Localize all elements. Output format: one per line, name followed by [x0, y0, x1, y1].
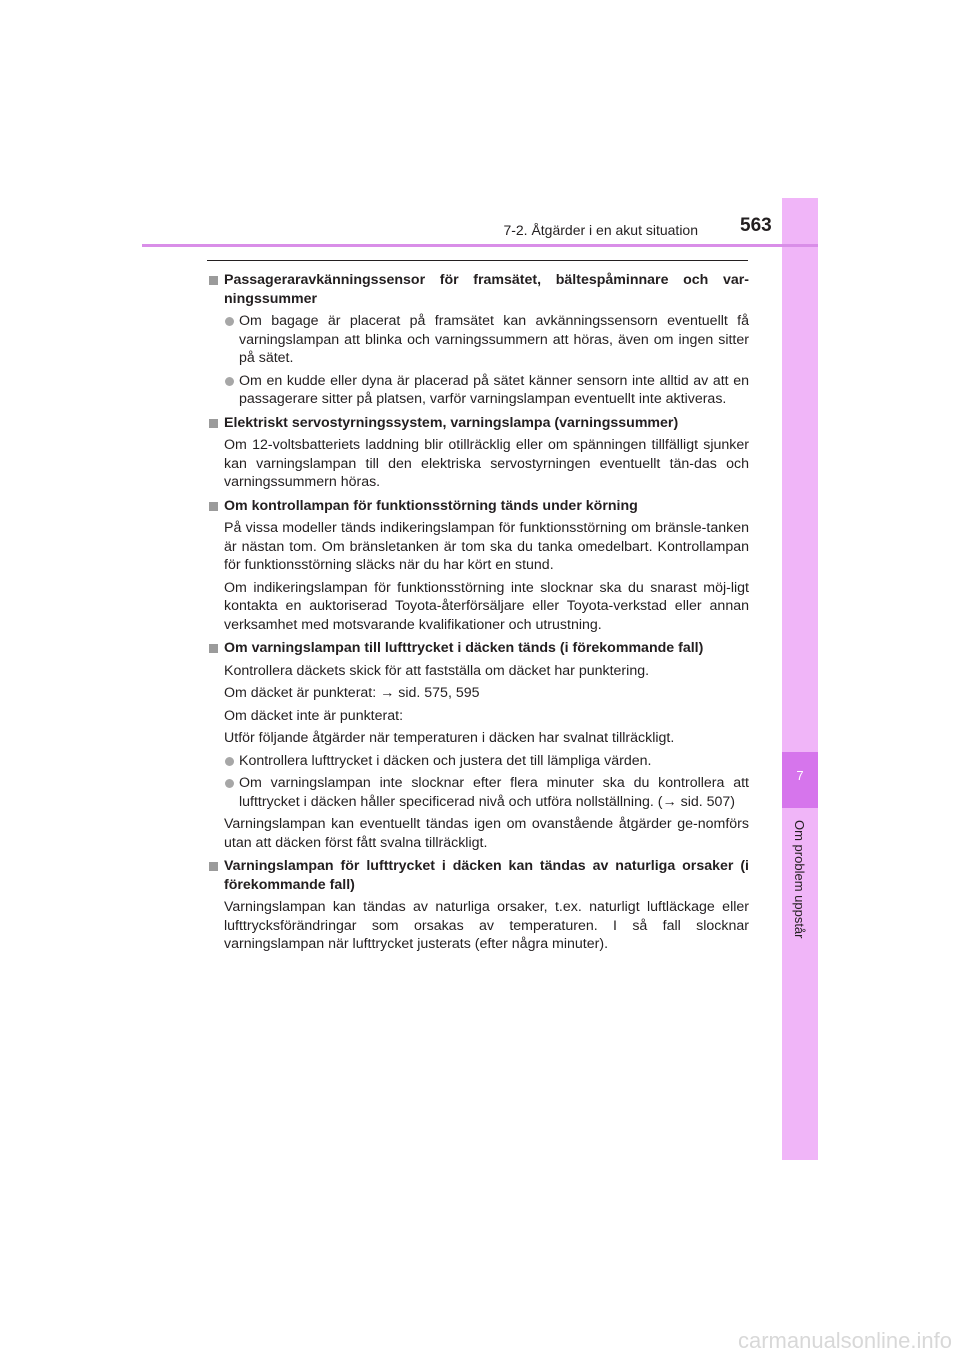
- watermark: carmanualsonline.info: [737, 1328, 952, 1353]
- content-top-rule: [207, 260, 748, 261]
- section-heading: Varningslampan för lufttrycket i däcken kan tändas av naturliga orsaker (i förekommande fall): [209, 857, 749, 894]
- paragraph: Om däcket är punkterat: → sid. 575, 595: [224, 685, 480, 701]
- section-heading: Passageraravkänningssensor för framsätet, bältespåminnare och var-ningssummer: [209, 271, 749, 308]
- square-bullet-icon: [209, 276, 218, 285]
- header-rule: [142, 244, 818, 247]
- paragraph: Om däcket inte är punkterat:: [224, 707, 404, 724]
- bullet-item: Om bagage är placerat på framsätet kan avkänningssensorn eventuellt få varningslampan att blinka och varningssummern att höras, även om ingen sitter på sätet.: [209, 312, 749, 368]
- section-heading: Om varningslampan till lufttrycket i däcken tänds (i förekommande fall): [209, 639, 749, 658]
- section-heading: Elektriskt servostyrningssystem, varningslampa (varningssummer): [209, 414, 749, 433]
- paragraph: Kontrollera däckets skick för att fastställa om däcket har punktering.: [224, 662, 650, 679]
- chapter-number: 7: [796, 768, 804, 783]
- side-tab: [782, 198, 818, 1160]
- bullet-item: Kontrollera lufttrycket i däcken och justera det till lämpliga värden.: [209, 752, 749, 771]
- paragraph: Varningslampan kan tändas av naturliga orsaker, t.ex. naturligt luftläckage eller lufttrycksförändringar som orsakas av temperaturen. I så fall slocknar varningslampan när lufttrycket justerats (efter några minuter).: [224, 899, 749, 952]
- bullet-item: Om varningslampan inte slocknar efter flera minuter ska du kontrollera att lufttrycket i däcken håller specificerad nivå och utföra nollställning. (→ sid. 507): [209, 774, 749, 811]
- paragraph: Om 12-voltsbatteriets laddning blir otillräcklig eller om spänningen tillfälligt sjunker kan varningslampan till den elektriska servostyrningen eventuellt tän-das och varningssummern höras.: [224, 437, 749, 490]
- section-title: 7-2. Åtgärder i en akut situation: [503, 222, 698, 238]
- round-bullet-icon: [225, 779, 234, 788]
- round-bullet-icon: [225, 317, 234, 326]
- square-bullet-icon: [209, 502, 218, 511]
- paragraph: Om indikeringslampan för funktionsstörning inte slocknar ska du snarast möj-ligt kontakta en auktoriserad Toyota-återförsäljare eller Toyota-verkstad eller annan verksamhet med motsvarande kvalifikationer och utrustning.: [224, 579, 749, 633]
- square-bullet-icon: [209, 419, 218, 428]
- round-bullet-icon: [225, 757, 234, 766]
- section-heading: Om kontrollampan för funktionsstörning tänds under körning: [209, 497, 749, 516]
- paragraph: Varningslampan kan eventuellt tändas igen om ovanstående åtgärder ge-nomförs utan att däcken först fått svalna tillräckligt.: [224, 816, 749, 851]
- round-bullet-icon: [225, 377, 234, 386]
- bullet-item: Om en kudde eller dyna är placerad på sätet känner sensorn inte alltid av att en passagerare sitter på platsen, varför varningslampan eventuellt inte aktiveras.: [209, 372, 749, 409]
- paragraph: På vissa modeller tänds indikeringslampan för funktionsstörning om bränsle-tanken är nästan tom. Om bränsletanken är tom ska du tanka omedelbart. Kontrollampan för funktionsstörning släcks när du har kört en stund.: [224, 520, 749, 573]
- page-number: 563: [740, 215, 772, 236]
- square-bullet-icon: [209, 644, 218, 653]
- square-bullet-icon: [209, 862, 218, 871]
- paragraph: Utför följande åtgärder när temperaturen i däcken har svalnat tillräckligt.: [224, 730, 675, 746]
- page-content: [209, 266, 749, 954]
- chapter-label: Om problem uppstår: [792, 820, 807, 939]
